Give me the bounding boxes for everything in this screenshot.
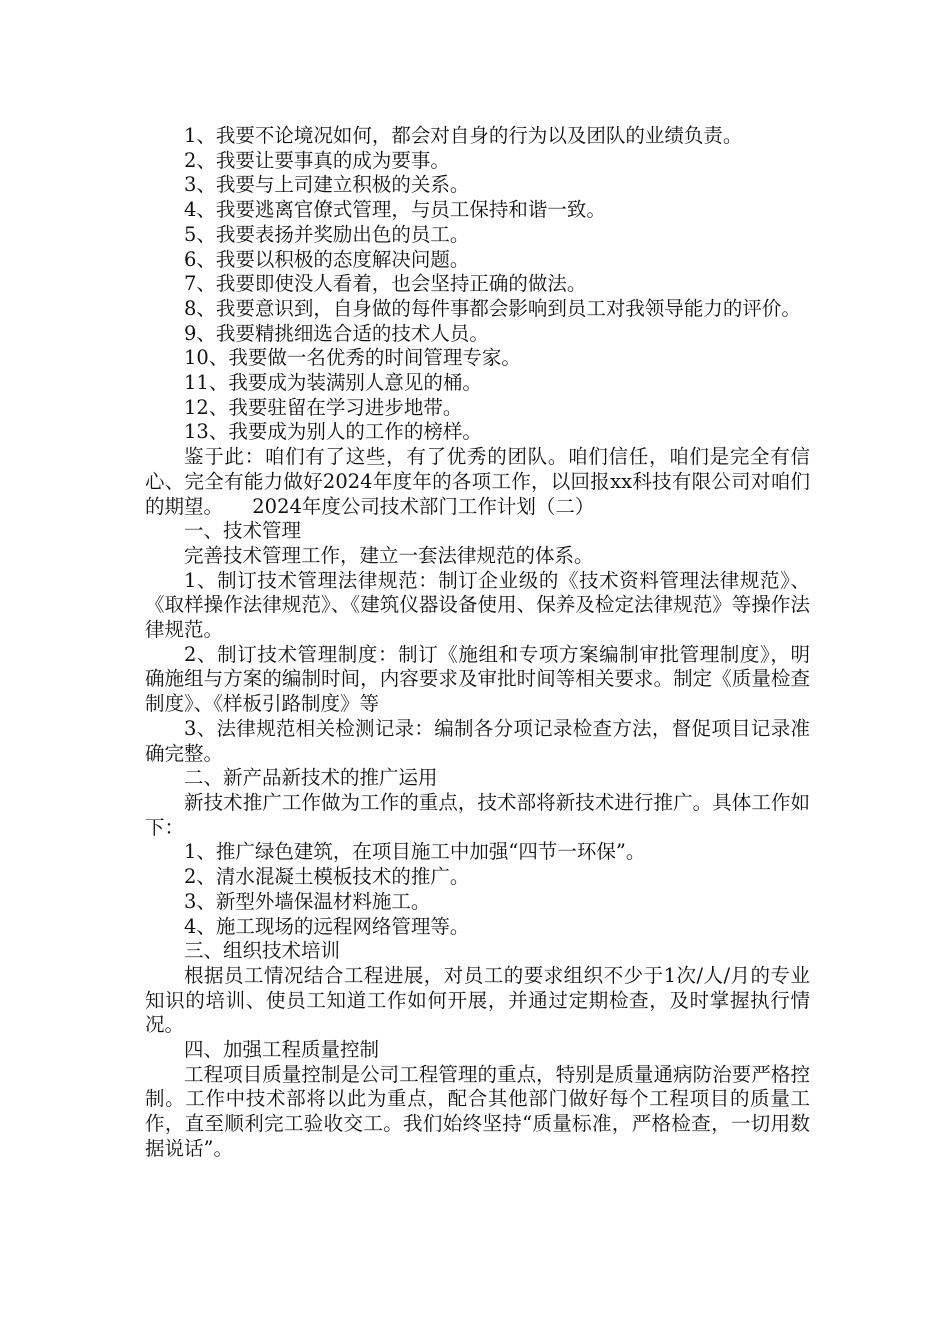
paragraph: 13、我要成为别人的工作的榜样。 xyxy=(184,420,482,444)
paragraph: 4、我要逃离官僚式管理，与员工保持和谐一致。 xyxy=(184,198,606,222)
paragraph: 2、我要让要事真的成为要事。 xyxy=(184,148,450,172)
section-heading: 一、技术管理 xyxy=(184,519,302,543)
paragraph: 12、我要驻留在学习进步地带。 xyxy=(184,395,463,419)
paragraph: 6、我要以积极的态度解决问题。 xyxy=(184,247,470,271)
paragraph: 新技术推广工作做为工作的重点，技术部将新技术进行推广。具体工作如下： xyxy=(145,790,810,839)
paragraph: 10、我要做一名优秀的时间管理专家。 xyxy=(184,346,521,370)
paragraph: 完善技术管理工作，建立一套法律规范的体系。 xyxy=(184,543,594,567)
section-heading: 二、新产品新技术的推广运用 xyxy=(184,766,438,790)
paragraph: 1、推广绿色建筑，在项目施工中加强“四节一环保”。 xyxy=(184,840,646,864)
paragraph: 3、法律规范相关检测记录：编制各分项记录检查方法，督促项目记录准确完整。 xyxy=(145,716,810,765)
paragraph: 7、我要即使没人看着，也会坚持正确的做法。 xyxy=(184,272,587,296)
paragraph: 11、我要成为装满别人意见的桶。 xyxy=(184,371,482,395)
section-heading: 三、组织技术培训 xyxy=(184,939,341,963)
paragraph: 3、我要与上司建立积极的关系。 xyxy=(184,173,470,197)
paragraph: 2、清水混凝土模板技术的推广。 xyxy=(184,865,470,889)
paragraph: 5、我要表扬并奖励出色的员工。 xyxy=(184,222,470,246)
paragraph: 鉴于此：咱们有了这些，有了优秀的团队。咱们信任，咱们是完全有信心、完全有能力做好2024年度年的各项工作，以回报xx科技有限公司对咱们的期望。 2024年度公司技术部门工作计划（二） xyxy=(145,445,810,518)
paragraph: 1、我要不论境况如何，都会对自身的行为以及团队的业绩负责。 xyxy=(184,124,743,147)
paragraph: 4、施工现场的远程网络管理等。 xyxy=(184,914,470,938)
paragraph: 1、制订技术管理法律规范：制订企业级的《技术资料管理法律规范》、《取样操作法律规范》、《建筑仪器设备使用、保养及检定法律规范》等操作法律规范。 xyxy=(145,568,810,642)
paragraph: 2、制订技术管理制度：制订《施组和专项方案编制审批管理制度》，明确施组与方案的编制时间，内容要求及审批时间等相关要求。制定《质量检查制度》、《样板引路制度》等 xyxy=(145,642,810,716)
paragraph: 根据员工情况结合工程进展，对员工的要求组织不少于1次/人/月的专业知识的培训、使员工知道工作如何开展，并通过定期检查，及时掌握执行情况。 xyxy=(145,963,810,1037)
document-body xyxy=(145,124,810,1162)
paragraph: 工程项目质量控制是公司工程管理的重点，特别是质量通病防治要严格控制。工作中技术部将以此为重点，配合其他部门做好每个工程项目的质量工作，直至顺利完工验收交工。我们始终坚持“质量标准，严格检查，一切用数据说话”。 xyxy=(145,1062,810,1160)
section-heading: 四、加强工程质量控制 xyxy=(184,1038,380,1062)
paragraph: 9、我要精挑细选合适的技术人员。 xyxy=(184,321,489,345)
paragraph: 3、新型外墙保温材料施工。 xyxy=(184,889,431,913)
paragraph: 8、我要意识到，自身做的每件事都会影响到员工对我领导能力的评价。 xyxy=(184,296,801,320)
